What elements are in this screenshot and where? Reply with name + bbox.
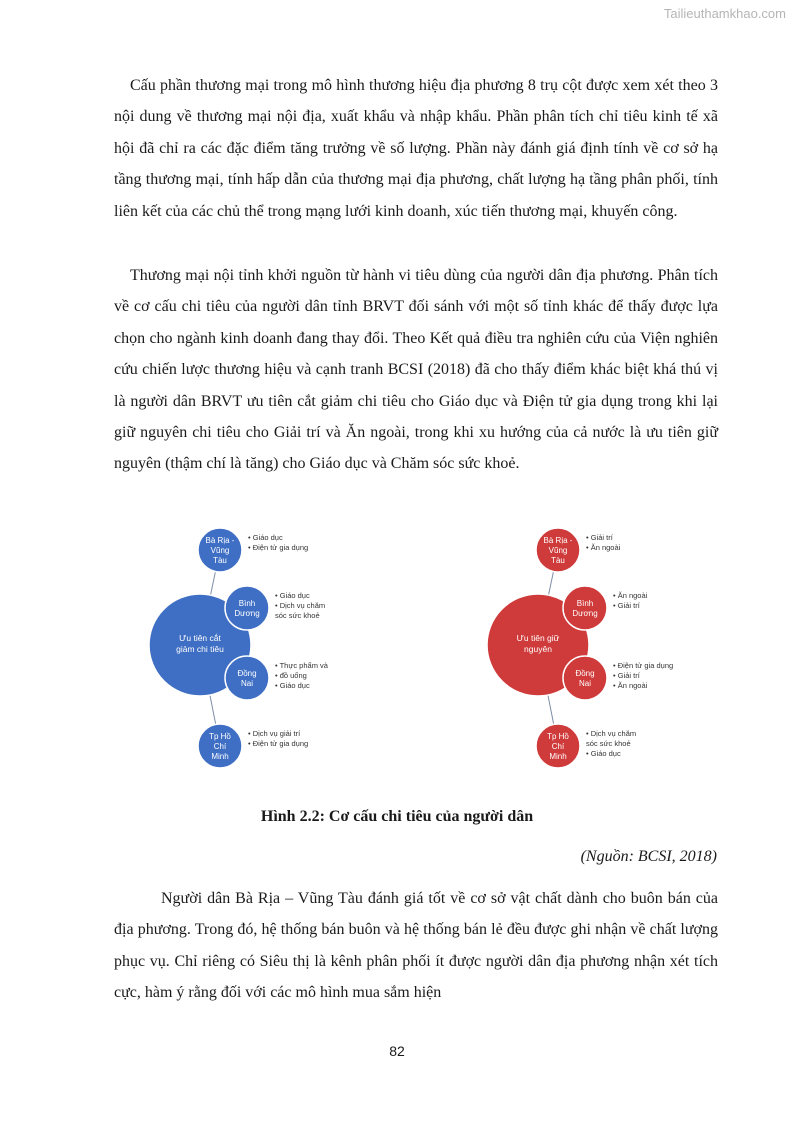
province-node-circle bbox=[225, 586, 269, 630]
item-label: sóc sức khoẻ bbox=[586, 739, 631, 748]
province-node-circle bbox=[563, 586, 607, 630]
right-diagram bbox=[487, 528, 673, 768]
province-label: Vũng bbox=[548, 546, 568, 555]
item-label: • Ăn ngoài bbox=[613, 681, 648, 690]
province-label: Chí bbox=[551, 742, 565, 751]
item-label: • Dịch vụ chăm bbox=[275, 601, 326, 610]
province-label: Dương bbox=[234, 609, 260, 618]
page-number: 82 bbox=[389, 1043, 405, 1059]
province-label: Bình bbox=[238, 599, 256, 608]
province-label: Đồng bbox=[237, 669, 257, 678]
item-label: • Giáo dục bbox=[586, 749, 621, 758]
paragraph-2: Thương mại nội tỉnh khởi nguồn từ hành vi tiêu dùng của người dân địa phương. Phân tích về cơ cấu chi tiêu của người dân tỉnh BRVT đối sánh với một số tỉnh khác để thấy được lựa chọn cho ngành kinh doanh đang thay đổi. Theo Kết quả điều tra nghiên cứu của Viện nghiên cứu chiến lược thương hiệu và cạnh tranh BCSI (2018) đã cho thấy điểm khác biệt khá thú vị là người dân BRVT ưu tiên cắt giảm chi tiêu cho Giáo dục và Điện tử gia dụng trong khi lại giữ nguyên chi tiêu cho Giải trí và Ăn ngoài, trong khi xu hướng của cả nước là ưu tiên giữ nguyên (thậm chí là tăng) cho Giáo dục và Chăm sóc sức khoẻ. bbox=[114, 267, 718, 473]
province-node-circle bbox=[225, 656, 269, 700]
province-label: Tp Hồ bbox=[209, 732, 231, 741]
province-label: Đồng bbox=[575, 669, 595, 678]
province-label: Tp Hồ bbox=[547, 732, 569, 741]
province-label: Tàu bbox=[213, 556, 227, 565]
item-label: • đồ uống bbox=[275, 671, 307, 680]
province-label: Bình bbox=[576, 599, 594, 608]
item-label: • Giáo dục bbox=[248, 533, 283, 542]
figure-caption: Hình 2.2: Cơ cấu chi tiêu của người dân bbox=[260, 808, 534, 825]
province-label: Bà Rịa - bbox=[205, 536, 235, 545]
item-label: • Ăn ngoài bbox=[586, 543, 621, 552]
item-label: • Dịch vụ giải trí bbox=[248, 729, 301, 738]
spending-structure-diagram bbox=[140, 520, 680, 782]
province-label: Bà Rịa - bbox=[543, 536, 573, 545]
province-node-circle bbox=[563, 656, 607, 700]
item-label: • Giải trí bbox=[613, 601, 640, 610]
item-label: • Điện tử gia dụng bbox=[613, 661, 674, 670]
province-label: Minh bbox=[211, 752, 229, 761]
item-label: • Giáo dục bbox=[275, 591, 310, 600]
item-label: • Điện tử gia dụng bbox=[248, 543, 309, 552]
watermark: Tailieuthamkhao.com bbox=[663, 6, 786, 21]
item-label: • Điện tử gia dụng bbox=[248, 739, 309, 748]
province-label: Tàu bbox=[551, 556, 565, 565]
item-label: • Giải trí bbox=[586, 533, 613, 542]
paragraph-1: Cấu phần thương mại trong mô hình thương hiệu địa phương 8 trụ cột được xem xét theo 3 nội dung về thương mại nội địa, xuất khẩu và nhập khẩu. Phần phân tích chỉ tiêu kinh tế xã hội đã chỉ ra các đặc điểm tăng trưởng về số lượng. Phần này đánh giá định tính về cơ sở hạ tầng thương mại, tính hấp dẫn của thương mại địa phương, chất lượng hạ tầng phân phối, tính liên kết của các chủ thể trong mạng lưới kinh doanh, xúc tiến thương mại, khuyến công. bbox=[114, 77, 718, 220]
province-label: Vũng bbox=[210, 546, 230, 555]
paragraph-3: Người dân Bà Rịa – Vũng Tàu đánh giá tốt về cơ sở vật chất dành cho buôn bán của địa phương. Trong đó, hệ thống bán buôn và hệ thống bán lẻ đều được ghi nhận về chất lượng phục vụ. Chỉ riêng có Siêu thị là kênh phân phối ít được người dân địa phương nhận xét tích cực, hàm ý rằng đối với các mô hình mua sắm hiện bbox=[114, 890, 718, 1002]
province-label: Chí bbox=[213, 742, 227, 751]
province-label: Minh bbox=[549, 752, 567, 761]
hub-label: Ưu tiên giữ bbox=[516, 633, 560, 643]
province-label: Dương bbox=[572, 609, 598, 618]
province-label: Nai bbox=[240, 679, 254, 688]
hub-label: giảm chi tiêu bbox=[176, 644, 224, 654]
left-diagram bbox=[149, 528, 329, 768]
item-label: • Dịch vụ chăm bbox=[586, 729, 637, 738]
hub-label: Ưu tiên cắt bbox=[179, 633, 221, 643]
hub-label: nguyên bbox=[524, 644, 552, 654]
item-label: sóc sức khoẻ bbox=[275, 611, 320, 620]
item-label: • Thực phẩm và bbox=[275, 661, 328, 670]
item-label: • Ăn ngoài bbox=[613, 591, 648, 600]
province-label: Nai bbox=[578, 679, 592, 688]
item-label: • Giải trí bbox=[613, 671, 640, 680]
figure-source: (Nguồn: BCSI, 2018) bbox=[580, 848, 717, 865]
item-label: • Giáo dục bbox=[275, 681, 310, 690]
